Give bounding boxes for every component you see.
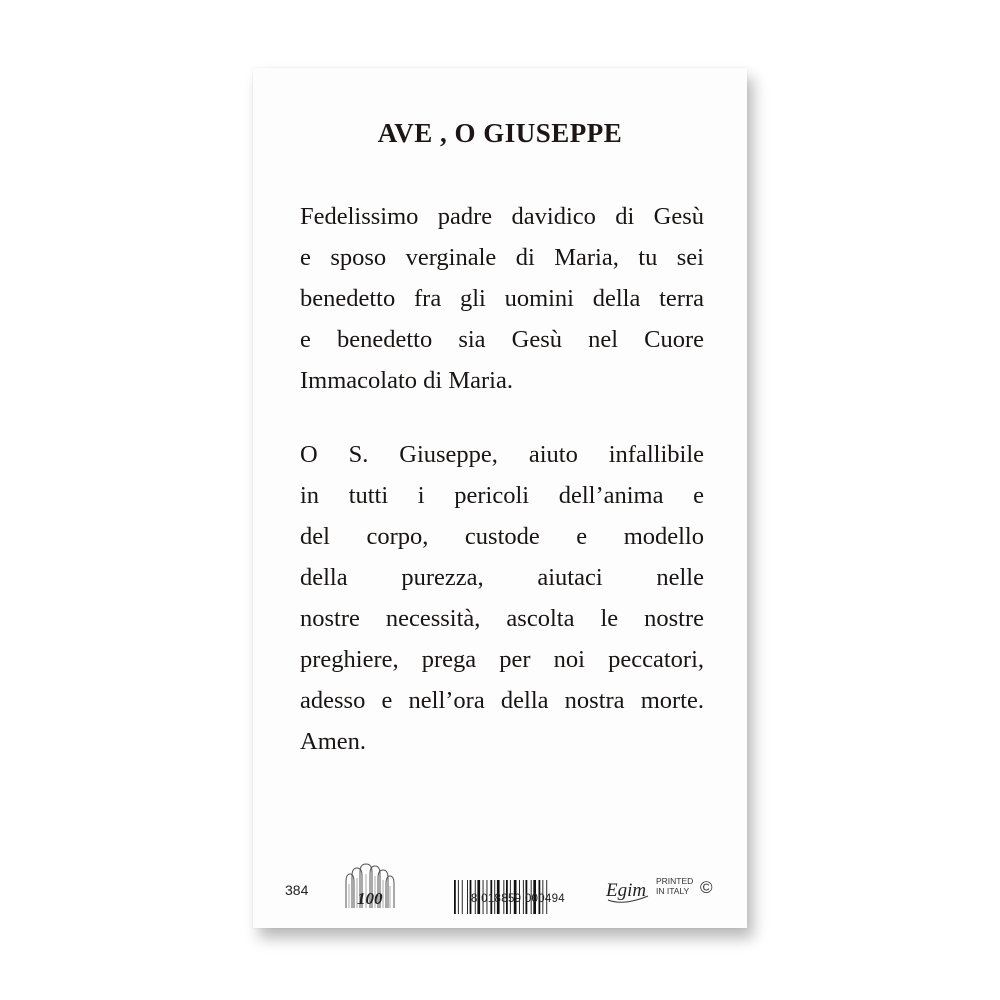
publisher-logo-label: Egim xyxy=(606,880,647,901)
text-line: adesso e nell’ora della nostra morte. xyxy=(300,687,704,714)
anniversary-logo-icon xyxy=(340,860,398,912)
text-line: e sposo verginale di Maria, tu sei xyxy=(300,244,704,271)
text-line: O S. Giuseppe, aiuto infallibile xyxy=(300,441,704,468)
text-line: Fedelissimo padre davidico di Gesù xyxy=(300,203,704,230)
barcode-number: 8 018859 000494 xyxy=(470,893,566,905)
text-line: e benedetto sia Gesù nel Cuore xyxy=(300,326,704,353)
printed-in-italy xyxy=(656,876,693,896)
printed-line: PRINTED xyxy=(656,876,694,886)
text-line: benedetto fra gli uomini della terra xyxy=(300,285,704,312)
text-line: Amen. xyxy=(300,728,366,755)
prayer-paragraph-1 xyxy=(300,196,704,401)
text-line: della purezza, aiutaci nelle xyxy=(300,564,704,591)
item-number: 384 xyxy=(285,882,309,898)
text-line: in tutti i pericoli dell’anima e xyxy=(300,482,704,509)
anniversary-logo-label: 100 xyxy=(357,889,383,908)
text-line: nostre necessità, ascolta le nostre xyxy=(300,605,704,632)
printed-line: IN ITALY xyxy=(656,886,690,896)
publisher-logo-icon xyxy=(604,866,654,914)
text-line: Immacolato di Maria. xyxy=(300,367,513,394)
prayer-title: AVE , O GIUSEPPE xyxy=(377,118,623,148)
text-line: preghiere, prega per noi peccatori, xyxy=(300,646,704,673)
prayer-paragraph-2 xyxy=(300,434,704,762)
copyright-icon: © xyxy=(700,878,713,897)
text-line: del corpo, custode e modello xyxy=(300,523,704,550)
